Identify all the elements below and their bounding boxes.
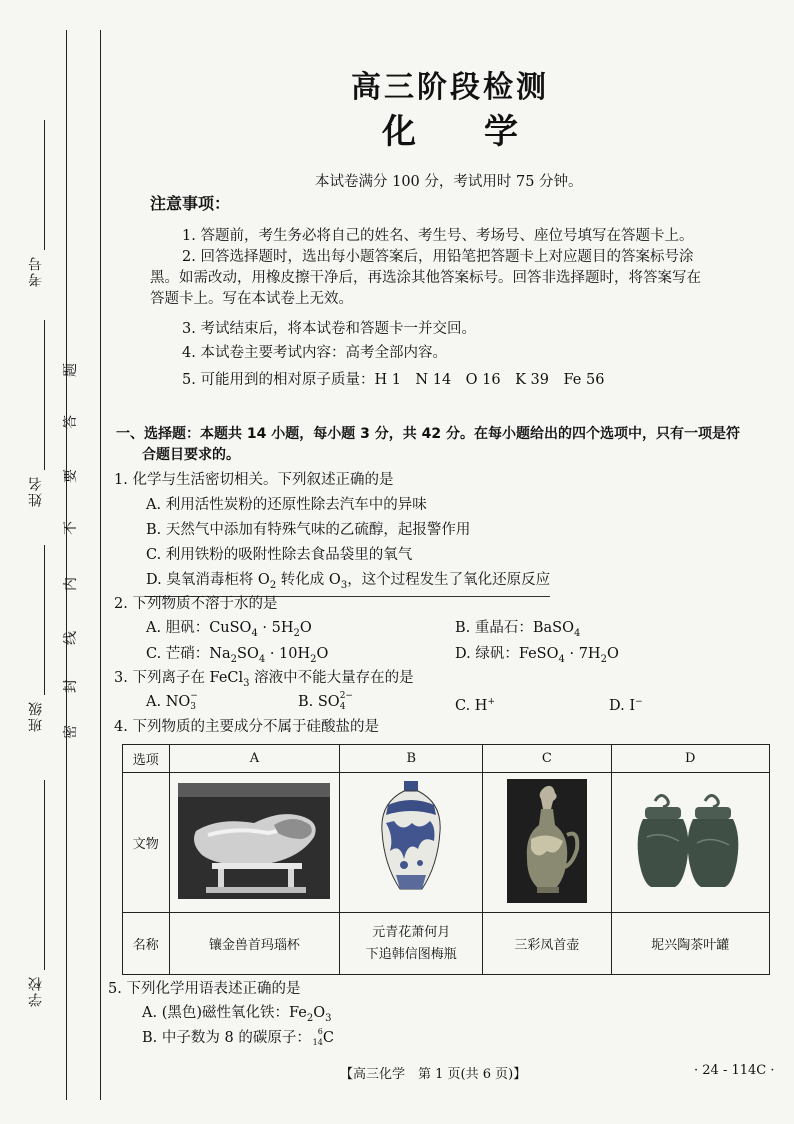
name-label: 姓名 [28,475,44,507]
relic-image-c [483,773,611,913]
relic-image-d [611,773,769,913]
relic-image-b [340,773,483,913]
q1-stem: 1. 化学与生活密切相关。下列叙述正确的是 [114,472,394,488]
tea-canisters-image [631,787,749,895]
relic-name-d: 坭兴陶茶叶罐 [611,913,769,975]
phoenix-ewer-image [507,779,587,903]
q3-option-c: C. H+ [455,697,495,714]
q1-option-d: D. 臭氧消毒柜将 $O_2$ 转化成 $O_3$，这个过程发生了氧化还原反应 [146,570,550,597]
notes-heading: 注意事项： [150,194,231,213]
q5-option-a: A. (黑色)磁性氧化铁：$Fe_2O_3$ [142,1005,332,1024]
q3-option-d: D. I− [609,697,643,714]
table-header-cell: B [340,745,483,773]
school-label: 学校 [28,975,44,1007]
q2-option-b: B. 重晶石：BaSO$_4$ [455,620,581,639]
seal-char: 内 [63,577,79,591]
relic-image-a [169,773,340,913]
q1-option-a: A. 利用活性炭粉的还原性除去汽车中的异味 [146,497,427,513]
section-heading: 一、选择题：本题共 14 小题，每小题 3 分，共 42 分。在每小题给出的四个选项中，只有一项是符 [116,426,740,442]
q2-stem: 2. 下列物质不溶于水的是 [114,596,278,612]
class-underline [44,545,63,695]
section-heading-cont: 合题目要求的。 [142,447,240,463]
note-item: 4. 本试卷主要考试内容：高考全部内容。 [182,345,447,361]
q2-option-d: D. 绿矾：FeSO$_4$ · $7H_2O$ [455,646,619,665]
meiping-vase-image [374,779,448,903]
q5-option-b: B. 中子数为 8 的碳原子： 6 14 C [142,1027,334,1047]
table-header-cell: C [483,745,611,773]
q3-option-a: A. NO − 3 [146,691,198,712]
binding-line-inner [100,30,101,1100]
table-header-cell: A [169,745,340,773]
q3-option-b: B. SO 2− 4 [298,691,353,712]
exam-title: 高三阶段检测 [351,70,549,105]
seal-char: 不 [63,521,79,535]
subject-title: 化 学 [382,112,518,152]
class-label: 班级 [28,700,44,732]
table-header-cell: 选项 [123,745,170,773]
q2-option-c: C. 芒硝：$Na_2SO_4 \cdot 10H_2O$ [146,646,329,665]
note-item: 答题卡上。写在本试卷上无效。 [150,291,353,307]
name-underline [44,320,63,470]
seal-char: 要 [63,469,79,483]
page-footer: 【高三化学 第 1 页(共 6 页)】 [340,1067,527,1082]
school-underline [44,780,63,970]
exam-code: · 24 - 114C · [694,1063,775,1078]
agate-cup-image [178,783,330,899]
seal-char: 封 [63,679,79,693]
note-item: 3. 考试结束后，将本试卷和答题卡一并交回。 [182,321,476,337]
relic-name-b: 元青花萧何月 下追韩信图梅瓶 [340,913,483,975]
seal-char: 题 [63,363,79,377]
exam-info: 本试卷满分 100 分，考试用时 75 分钟。 [315,174,583,190]
q1-option-c: C. 利用铁粉的吸附性除去食品袋里的氧气 [146,547,413,563]
q5-stem: 5. 下列化学用语表述正确的是 [108,981,301,997]
exam-no-label: 考号 [28,255,44,287]
relic-name-c: 三彩凤首壶 [483,913,611,975]
note-item: 1. 答题前，考生务必将自己的姓名、考生号、考场号、座位号填写在答题卡上。 [182,228,694,244]
table-header-cell: D [611,745,769,773]
q3-stem: 3. 下列离子在 FeCl$_3$ 溶液中不能大量存在的是 [114,670,414,689]
table-row-label: 文物 [123,773,170,913]
note-item: 黑。如需改动，用橡皮擦干净后，再选涂其他答案标号。回答非选择题时，将答案写在 [150,270,701,286]
seal-char: 密 [63,725,79,739]
seal-char: 线 [63,631,79,645]
relic-name-a: 镶金兽首玛瑙杯 [169,913,340,975]
note-item: 2. 回答选择题时，选出每小题答案后，用铅笔把答题卡上对应题目的答案标号涂 [182,249,694,265]
binding-line-outer [66,30,67,1100]
q2-option-a: A. 胆矾：CuSO$_4$ · $5H_2O$ [146,620,312,639]
note-item: 5. 可能用到的相对原子质量：H 1 N 14 O 16 K 39 Fe 56 [182,372,605,388]
q1-option-b: B. 天然气中添加有特殊气味的乙硫醇，起报警作用 [146,522,471,538]
seal-char: 答 [63,415,79,429]
q4-stem: 4. 下列物质的主要成分不属于硅酸盐的是 [114,719,379,735]
q4-relic-table [122,744,770,975]
table-row-label: 名称 [123,913,170,975]
